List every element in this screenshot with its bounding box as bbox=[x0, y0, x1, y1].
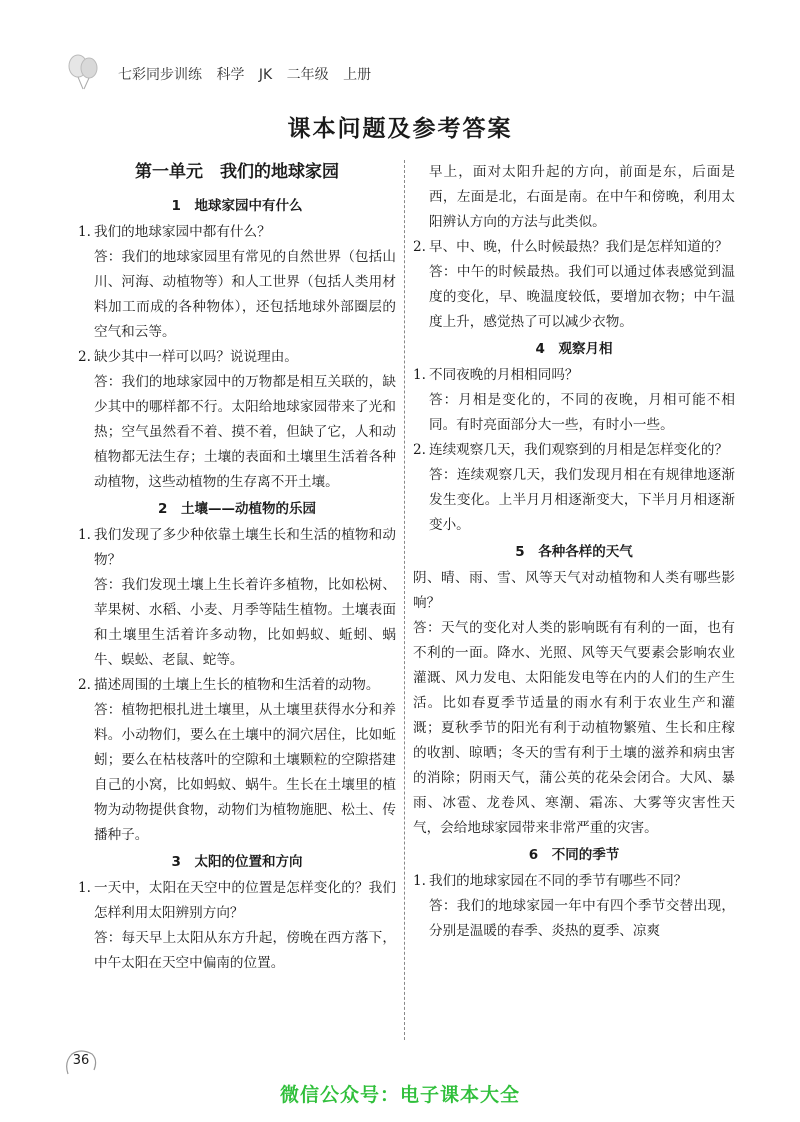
qa-item bbox=[78, 345, 396, 495]
lesson-title: 6 不同的季节 bbox=[528, 847, 620, 863]
answer-text: 答：植物把根扎进土壤里，从土壤里获得水分和养料。小动物们，要么在土壤中的洞穴居住，比如蚯蚓；要么在枯枝落叶的空隙和土壤颗粒的空隙搭建自己的小窝，比如蚂蚁、蜗牛。生长在土壤里的植物为动物提供食物，动物们为植物施肥、松土、传播种子。 bbox=[94, 702, 396, 843]
answer-text: 答：中午的时候最热。我们可以通过体表感觉到温度的变化，早、晚温度较低，要增加衣物；中午温度上升，感觉热了可以减少衣物。 bbox=[429, 264, 735, 330]
item-number: 2. bbox=[413, 239, 426, 255]
page-title: 课本问题及参考答案 bbox=[287, 115, 513, 142]
answer-continuation: 早上，面对太阳升起的方向，前面是东，后面是西，左面是北，右面是南。在中午和傍晚，利用太阳辨认方向的方法与此类似。 bbox=[429, 164, 735, 230]
question-text: 我们发现了多少种依靠土壤生长和生活的植物和动物？ bbox=[94, 527, 396, 568]
item-number: 2. bbox=[78, 349, 91, 365]
question-text: 我们的地球家园中都有什么？ bbox=[94, 224, 271, 240]
question-text: 早、中、晚，什么时候最热？我们是怎样知道的？ bbox=[429, 239, 729, 255]
item-number: 2. bbox=[78, 677, 91, 693]
item-number: 1. bbox=[413, 873, 426, 889]
question-text: 不同夜晚的月相相同吗？ bbox=[429, 367, 579, 383]
page-number-text: 36 bbox=[72, 1053, 90, 1068]
question-text: 阴、晴、雨、雪、风等天气对动植物和人类有哪些影响？ bbox=[413, 570, 735, 611]
lesson-title: 2 土壤——动植物的乐园 bbox=[158, 501, 316, 517]
qa-item bbox=[413, 235, 735, 335]
qa-item bbox=[78, 876, 396, 976]
question-text: 连续观察几天，我们观察到的月相是怎样变化的？ bbox=[429, 442, 729, 458]
qa-item bbox=[413, 363, 735, 438]
unit-title: 第一单元 我们的地球家园 bbox=[135, 162, 339, 182]
question-text: 我们的地球家园在不同的季节有哪些不同？ bbox=[429, 873, 688, 889]
qa-item bbox=[78, 523, 396, 673]
question-text: 缺少其中一样可以吗？说说理由。 bbox=[94, 349, 298, 365]
column-divider bbox=[404, 160, 405, 1040]
answer-text: 答：我们的地球家园一年中有四个季节交替出现，分别是温暖的春季、炎热的夏季、凉爽 bbox=[429, 898, 735, 939]
answer-text: 答：我们发现土壤上生长着许多植物，比如松树、苹果树、水稻、小麦、月季等陆生植物。土壤表面和土壤里生活着许多动物，比如蚂蚁、蚯蚓、蜗牛、蜈蚣、老鼠、蛇等。 bbox=[94, 577, 396, 668]
item-number: 1. bbox=[413, 367, 426, 383]
lesson-title: 3 太阳的位置和方向 bbox=[171, 854, 303, 870]
item-number: 2. bbox=[413, 442, 426, 458]
question-text: 描述周围的土壤上生长的植物和生活着的动物。 bbox=[94, 677, 380, 693]
question-text: 一天中，太阳在天空中的位置是怎样变化的？我们怎样利用太阳辨别方向？ bbox=[94, 880, 396, 921]
right-column bbox=[413, 160, 735, 944]
item-number: 1. bbox=[78, 527, 91, 543]
answer-text: 答：我们的地球家园里有常见的自然世界（包括山川、河海、动植物等）和人工世界（包括人类用材料加工而成的各种物体），还包括地球外部圈层的空气和云等。 bbox=[94, 249, 396, 340]
header-edition: JK bbox=[258, 67, 273, 83]
item-number: 1. bbox=[78, 880, 91, 896]
header-grade: 二年级 bbox=[286, 67, 329, 83]
answer-text: 答：月相是变化的，不同的夜晚，月相可能不相同。有时亮面部分大一些，有时小一些。 bbox=[429, 392, 735, 433]
answer-text: 答：天气的变化对人类的影响既有有利的一面，也有不利的一面。降水、光照、风等天气要素会影响农业灌溉、风力发电、太阳能发电等在内的人们的生产生活。比如春夏季节适量的雨水有利于农业生产和灌溉；夏秋季节的阳光有利于动植物繁殖、生长和庄稼的收割、晾晒；冬天的雪有利于土壤的滋养和病虫害的消除；阴雨天气，蒲公英的花朵会闭合。大风、暴雨、冰雹、龙卷风、寒潮、霜冻、大雾等灾害性天气，会给地球家园带来非常严重的灾害。 bbox=[413, 620, 735, 836]
balloon-logo-icon bbox=[64, 52, 104, 92]
qa-item bbox=[78, 673, 396, 848]
page-header bbox=[64, 52, 484, 92]
qa-item bbox=[78, 220, 396, 345]
answer-text: 答：连续观察几天，我们发现月相在有规律地逐渐发生变化。上半月月相逐渐变大，下半月月相逐渐变小。 bbox=[429, 467, 735, 533]
header-series: 七彩同步训练 bbox=[118, 67, 202, 83]
page-number bbox=[64, 1048, 98, 1076]
header-text bbox=[118, 64, 381, 84]
header-subject: 科学 bbox=[216, 67, 245, 83]
lesson-title: 4 观察月相 bbox=[535, 341, 613, 357]
left-column bbox=[78, 160, 396, 976]
qa-item bbox=[413, 438, 735, 538]
item-number: 1. bbox=[78, 224, 91, 240]
answer-text: 答：每天早上太阳从东方升起，傍晚在西方落下，中午太阳在天空中偏南的位置。 bbox=[94, 930, 396, 971]
lesson-title: 1 地球家园中有什么 bbox=[171, 198, 303, 214]
qa-item bbox=[413, 869, 735, 944]
answer-text: 答：我们的地球家园中的万物都是相互关联的，缺少其中的哪样都不行。太阳给地球家园带来了光和热；空气虽然看不着、摸不着，但缺了它，人和动植物都无法生存；土壤的表面和土壤里生活着各种动植物，这些动植物的生存离不开土壤。 bbox=[94, 374, 396, 490]
lesson-title: 5 各种各样的天气 bbox=[515, 544, 633, 560]
header-volume: 上册 bbox=[343, 67, 372, 83]
watermark: 微信公众号：电子课本大全 bbox=[279, 1084, 520, 1106]
